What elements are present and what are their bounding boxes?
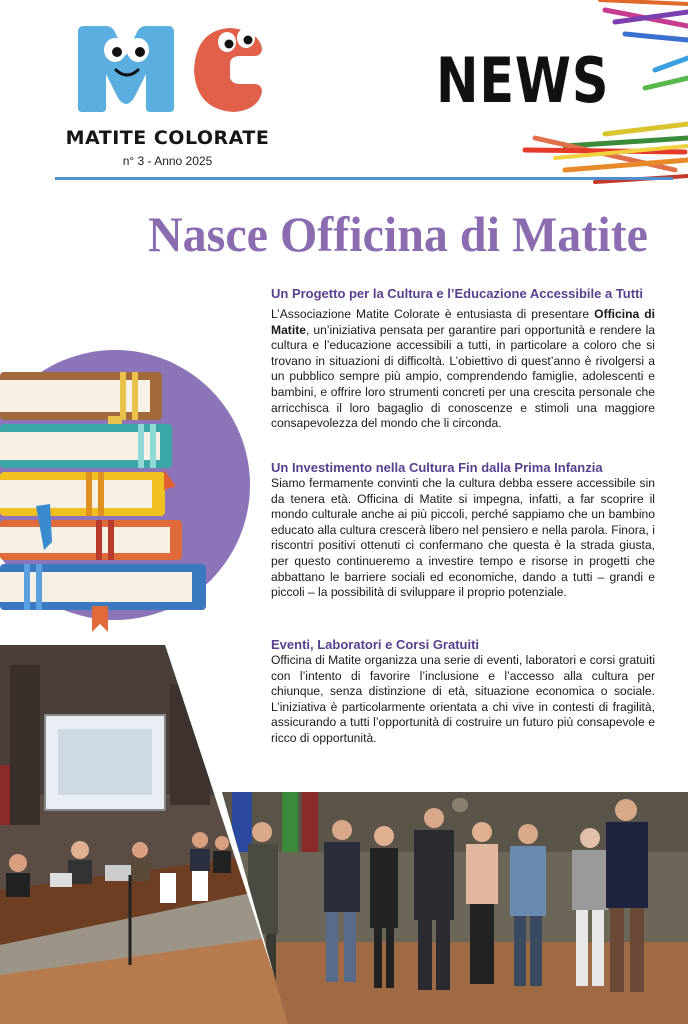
news-label: NEWS bbox=[436, 44, 610, 117]
matite-colorate-logo bbox=[70, 22, 270, 172]
article-heading: Un Investimento nella Cultura Fin dalla Prima Infanzia bbox=[271, 460, 603, 475]
highlight-officina: Officina di Matite bbox=[271, 307, 655, 337]
issue-number: n° 3 - Anno 2025 bbox=[122, 154, 213, 168]
article-events bbox=[271, 637, 655, 747]
article-project bbox=[271, 286, 655, 432]
article-heading: Un Progetto per la Cultura e l’Educazione Accessibile a Tutti bbox=[271, 286, 644, 301]
article-body: Officina di Matite organizza una serie di eventi, laboratori e corsi gratuiti con l’intento di favorire l’inclusione e l’accesso alla cultura per chiunque, senza distinzione di età, situazione economica o sociale. L’iniziativa è particolarmente orientata a chi vive in contesti di fragilità, assicurando a tutti l’opportunità di costruire un futuro più consapevole e ricco di opportunità. bbox=[271, 653, 655, 745]
header-divider bbox=[55, 177, 673, 180]
article-heading: Eventi, Laboratori e Corsi Gratuiti bbox=[271, 637, 480, 652]
article-investment bbox=[271, 460, 655, 601]
article-body: Siamo fermamente convinti che la cultura debba essere accessibile sin da tenera età. Officina di Matite si impegna, infatti, a far scoprire il mondo culturale anche ai più piccoli, perché sappiamo che un bambino educato alla cultura crescerà libero nel pensiero e nella parola. Finora, i riscontri positivi ottenuti ci confermano che questa è la strada giusta, per questo continueremo a investire tempo e risorse in progetti che abbattano le barriere sociali ed economiche, dando a tutti – grandi e piccoli – la possibilità di sviluppare il proprio potenziale. bbox=[271, 476, 655, 600]
article-body: L’Associazione Matite Colorate è entusiasta di presentare Officina di Matite, un’iniziativa pensata per garantire pari opportunità e rendere la cultura e l’educazione accessibili a tutti, in particolare a coloro che si trovano in situazioni di difficoltà. L’obiettivo di quest’anno è rivolgersi a un pubblico sempre più ampio, comprendendo famiglie, adolescenti e bambini, e offrire loro strumenti concreti per una crescita personale che arricchisca il loro bagaglio di conoscenze e stimoli una maggiore consapevolezza del mondo che li circonda. bbox=[271, 307, 655, 431]
books-stack-illustration bbox=[0, 320, 250, 640]
page-title: Nasce Officina di Matite bbox=[148, 206, 648, 262]
colored-pencils-illustration bbox=[505, 0, 688, 190]
brand-name: MATITE COLORATE bbox=[65, 127, 270, 149]
group-photo bbox=[222, 792, 688, 1024]
